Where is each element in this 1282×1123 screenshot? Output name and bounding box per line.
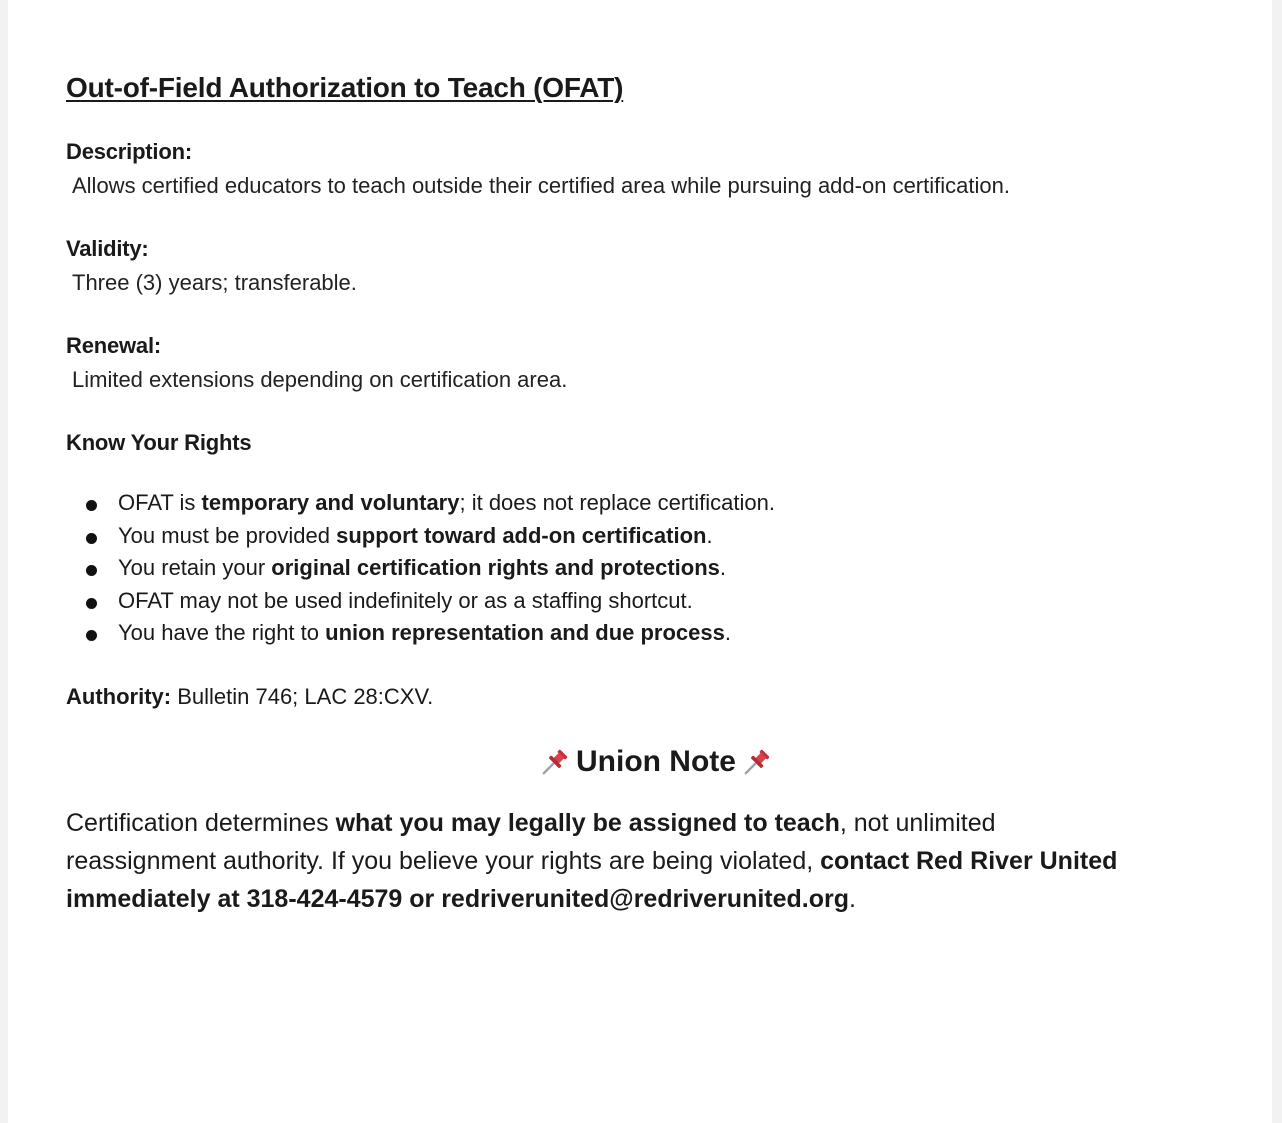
rights-item-tail: . bbox=[724, 620, 731, 645]
union-note-title: Union Note bbox=[576, 744, 736, 778]
section-renewal bbox=[66, 332, 1246, 396]
bullet-icon bbox=[86, 565, 97, 576]
rights-item-text: OFAT is bbox=[118, 490, 202, 515]
union-note-text: Certification determines bbox=[66, 808, 336, 837]
renewal-value: Limited extensions depending on certification area. bbox=[72, 367, 568, 392]
section-validity bbox=[66, 235, 1246, 299]
rights-item-tail: . bbox=[719, 555, 727, 580]
bullet-icon bbox=[86, 598, 97, 609]
bullet-icon bbox=[86, 630, 97, 641]
union-note-emphasis: what you may legally be assigned to teach bbox=[335, 808, 840, 837]
rights-list-item bbox=[66, 487, 1246, 520]
rights-list-item bbox=[66, 520, 1246, 553]
authority-line bbox=[66, 682, 1246, 712]
validity-label: Validity: bbox=[66, 236, 149, 261]
union-note-body bbox=[66, 804, 1146, 918]
document-content bbox=[66, 70, 1246, 918]
rights-list-item bbox=[66, 552, 1246, 585]
rights-list-item bbox=[66, 585, 1246, 618]
rights-heading: Know Your Rights bbox=[66, 430, 252, 455]
validity-value: Three (3) years; transferable. bbox=[72, 270, 357, 295]
rights-item-text: You retain your bbox=[118, 555, 272, 580]
rights-item-text: OFAT may not be used indefinitely or as a staffing shortcut. bbox=[118, 587, 693, 613]
rights-item-bold: temporary and voluntary bbox=[201, 490, 460, 515]
description-value: Allows certified educators to teach outside their certified area while pursuing add-on certification. bbox=[72, 173, 1010, 198]
rights-item-text: You have the right to bbox=[118, 620, 326, 645]
union-note-text: . bbox=[849, 884, 856, 913]
authority-value: Bulletin 746; LAC 28:CXV. bbox=[171, 683, 434, 709]
bullet-icon bbox=[86, 533, 97, 544]
rights-item-text: You must be provided bbox=[118, 522, 337, 548]
description-label: Description: bbox=[66, 139, 192, 164]
page-title: Out-of-Field Authorization to Teach (OFAT) bbox=[66, 72, 624, 103]
pushpin-icon bbox=[742, 747, 772, 777]
rights-item-tail: ; it does not replace certification. bbox=[459, 490, 775, 515]
rights-item-tail: . bbox=[706, 522, 713, 548]
rights-list bbox=[66, 487, 1246, 650]
rights-list-item bbox=[66, 617, 1246, 650]
pushpin-icon bbox=[540, 747, 570, 777]
section-description bbox=[66, 138, 1246, 202]
authority-label: Authority: bbox=[66, 683, 172, 709]
union-note-text: , not unlimited reassignment authority. If you believe your rights are being violated, bbox=[66, 808, 996, 875]
rights-item-bold: support toward add-on certification bbox=[336, 522, 707, 548]
rights-item-bold: original certification rights and protections bbox=[271, 555, 720, 580]
rights-item-bold: union representation and due process bbox=[325, 620, 725, 645]
renewal-label: Renewal: bbox=[66, 333, 161, 358]
bullet-icon bbox=[86, 500, 97, 511]
union-note-contact[interactable]: contact Red River United immediately at 318-424-4579 or redriverunited@redriverunited.org bbox=[66, 846, 1118, 913]
document-page bbox=[8, 0, 1272, 1123]
union-note-heading bbox=[66, 742, 1246, 782]
